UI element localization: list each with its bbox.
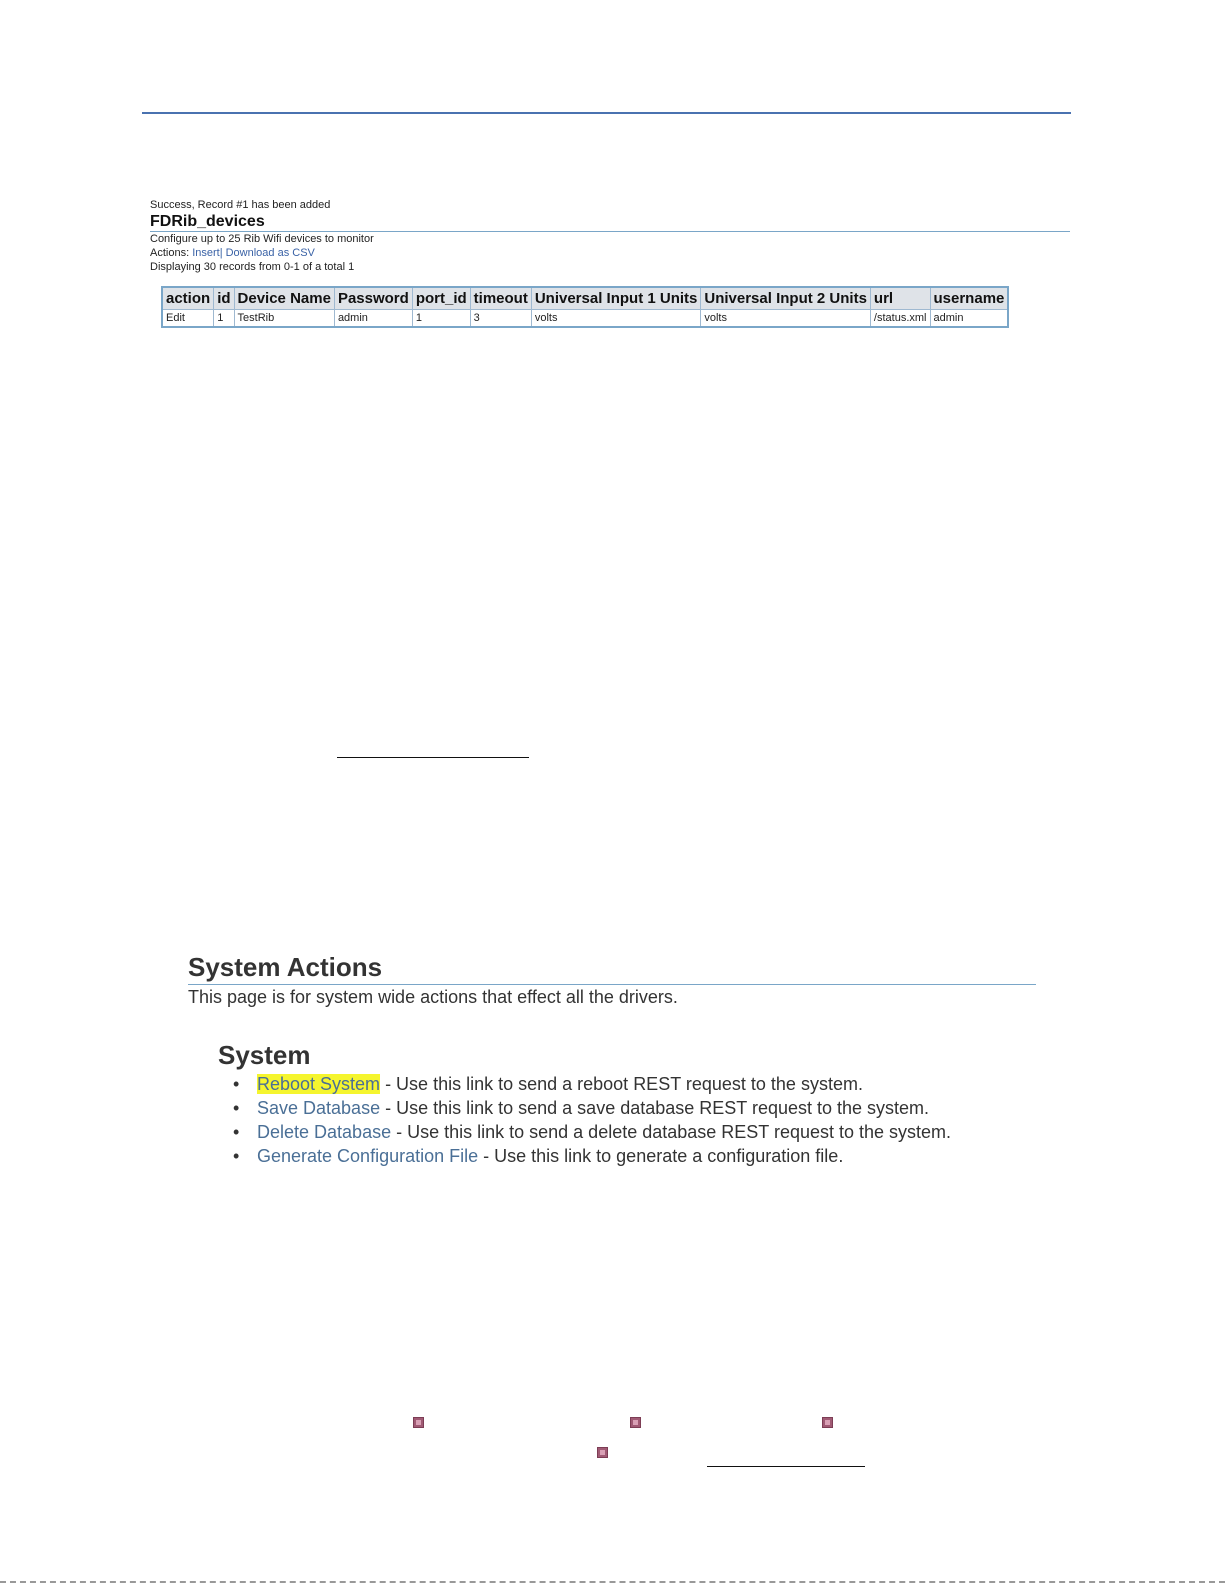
item-description: - Use this link to send a reboot REST request to the system. bbox=[380, 1074, 863, 1094]
table-cell: 3 bbox=[470, 310, 531, 328]
fdrib-devices-screenshot bbox=[150, 198, 1072, 324]
edit-link[interactable]: Edit bbox=[162, 310, 214, 328]
broken-image-icon bbox=[822, 1417, 833, 1428]
table-cell: admin bbox=[930, 310, 1008, 328]
column-header[interactable]: id bbox=[214, 287, 234, 310]
column-header[interactable]: Universal Input 2 Units bbox=[701, 287, 871, 310]
column-header[interactable]: action bbox=[162, 287, 214, 310]
actions-line bbox=[150, 246, 1072, 260]
list-item bbox=[233, 1120, 952, 1144]
list-item bbox=[233, 1096, 951, 1120]
table-cell: volts bbox=[531, 310, 701, 328]
page-bottom-edge bbox=[0, 1581, 1225, 1583]
page-top-rule bbox=[142, 112, 1071, 114]
column-header[interactable]: Universal Input 1 Units bbox=[531, 287, 701, 310]
delete-database-link[interactable]: Delete Database bbox=[257, 1122, 392, 1142]
section-title: System Actions bbox=[188, 952, 383, 982]
generate-configuration-file-link[interactable]: Generate Configuration File bbox=[257, 1146, 479, 1166]
table-cell: TestRib bbox=[234, 310, 334, 328]
bullet: • bbox=[233, 1146, 240, 1166]
display-info: Displaying 30 records from 0-1 of a total 1 bbox=[150, 261, 355, 273]
table-cell: admin bbox=[334, 310, 412, 328]
bullet: • bbox=[233, 1098, 240, 1118]
column-header[interactable]: Device Name bbox=[234, 287, 334, 310]
item-description: - Use this link to send a save database REST request to the system. bbox=[380, 1098, 930, 1118]
table-cell: volts bbox=[701, 310, 871, 328]
table-header-row bbox=[162, 287, 1008, 310]
actions-label: Actions: bbox=[150, 247, 193, 259]
table-cell: /status.xml bbox=[870, 310, 930, 328]
devices-table bbox=[161, 286, 1009, 328]
bullet: • bbox=[233, 1122, 240, 1142]
column-header[interactable]: Password bbox=[334, 287, 412, 310]
page-description: Configure up to 25 Rib Wifi devices to monitor bbox=[150, 233, 374, 245]
list-item bbox=[233, 1072, 951, 1096]
system-actions-screenshot bbox=[188, 950, 1040, 1166]
actions-links[interactable]: Insert| Download as CSV bbox=[192, 247, 315, 259]
section-description: This page is for system wide actions that effect all the drivers. bbox=[188, 987, 678, 1007]
column-header[interactable]: port_id bbox=[412, 287, 470, 310]
reboot-system-link[interactable]: Reboot System bbox=[257, 1074, 381, 1094]
underline-mark bbox=[337, 757, 529, 758]
broken-image-icon bbox=[597, 1447, 608, 1458]
column-header[interactable]: timeout bbox=[470, 287, 531, 310]
bullet: • bbox=[233, 1074, 240, 1094]
broken-image-icon bbox=[630, 1417, 641, 1428]
table-row bbox=[162, 310, 1008, 328]
status-message: Success, Record #1 has been added bbox=[150, 199, 331, 211]
underline-mark bbox=[707, 1466, 865, 1467]
item-description: - Use this link to generate a configuration file. bbox=[478, 1146, 844, 1166]
item-description: - Use this link to send a delete database REST request to the system. bbox=[391, 1122, 952, 1142]
table-cell: 1 bbox=[412, 310, 470, 328]
table-cell: 1 bbox=[214, 310, 234, 328]
page-title: FDRib_devices bbox=[150, 213, 265, 230]
list-item bbox=[233, 1144, 951, 1168]
column-header[interactable]: url bbox=[870, 287, 930, 310]
broken-image-icon bbox=[413, 1417, 424, 1428]
save-database-link[interactable]: Save Database bbox=[257, 1098, 381, 1118]
column-header[interactable]: username bbox=[930, 287, 1008, 310]
system-actions-list bbox=[233, 1072, 952, 1168]
subsection-title: System bbox=[218, 1040, 311, 1070]
